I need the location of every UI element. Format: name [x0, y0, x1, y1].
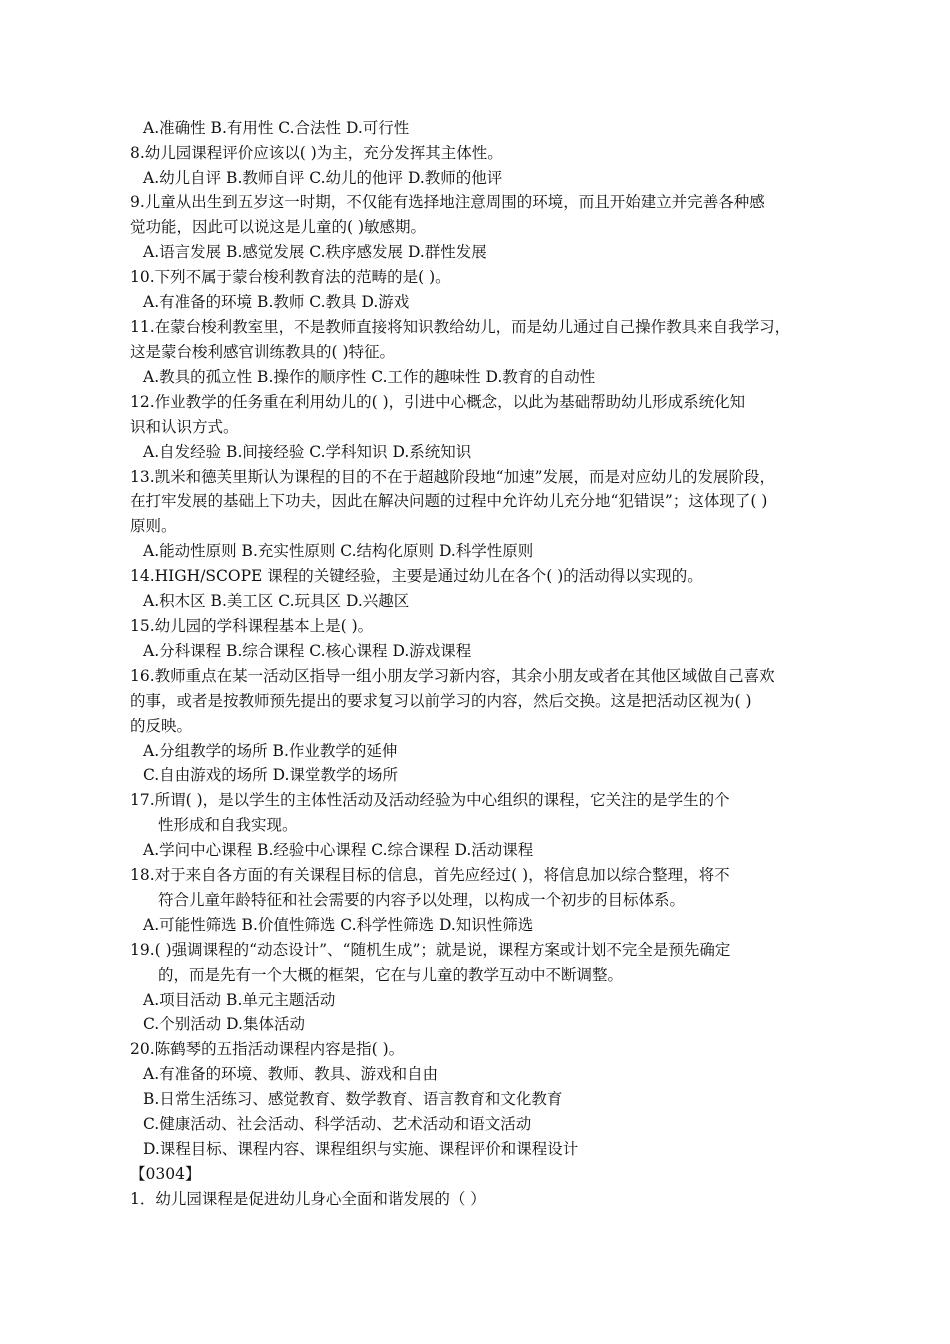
question-8: 8.幼儿园课程评价应该以( )为主，充分发挥其主体性。	[130, 144, 503, 162]
question-9: 9.儿童从出生到五岁这一时期，不仅能有选择地注意周围的环境，而且开始建立并完善各种感	[130, 193, 765, 211]
section-header: 【0304】	[130, 1165, 201, 1183]
text-line: C.自由游戏的场所 D.课堂教学的场所	[143, 766, 398, 784]
text-line: C.个别活动 D.集体活动	[143, 1015, 305, 1033]
text-line: 性形成和自我实现。	[158, 816, 298, 834]
text-line: A.有准备的环境 B.教师 C.教具 D.游戏	[143, 293, 410, 311]
question-1: 1．幼儿园课程是促进幼儿身心全面和谐发展的（ ）	[130, 1190, 486, 1208]
text-line: A.幼儿自评 B.教师自评 C.幼儿的他评 D.教师的他评	[143, 169, 503, 187]
text-line: A.分科课程 B.综合课程 C.核心课程 D.游戏课程	[143, 642, 472, 660]
question-11: 11.在蒙台梭利教室里，不是教师直接将知识教给幼儿，而是幼儿通过自己操作教具来自我学习，	[130, 318, 791, 336]
text-line: A.学问中心课程 B.经验中心课程 C.综合课程 D.活动课程	[143, 841, 534, 859]
text-line: A.有准备的环境、教师、教具、游戏和自由	[143, 1065, 439, 1083]
question-15: 15.幼儿园的学科课程基本上是( )。	[130, 617, 374, 635]
question-14: 14.HIGH/SCOPE 课程的关键经验，主要是通过幼儿在各个( )的活动得以实现的。	[130, 567, 703, 585]
text-line: 符合儿童年龄特征和社会需要的内容予以处理，以构成一个初步的目标体系。	[158, 891, 686, 909]
question-19: 19.( )强调课程的“动态设计”、“随机生成”；就是说，课程方案或计划不完全是预先确定	[130, 941, 731, 959]
question-13: 13.凯米和德芙里斯认为课程的目的不在于超越阶段地“加速”发展，而是对应幼儿的发展阶段，	[130, 468, 776, 486]
text-line: 这是蒙台梭利感官训练教具的( )特征。	[130, 343, 396, 361]
text-line: 在打牢发展的基础上下功夫，因此在解决问题的过程中允许幼儿充分地“犯错误”；这体现了( )	[130, 492, 768, 510]
text-line: A.积木区 B.美工区 C.玩具区 D.兴趣区	[143, 592, 410, 610]
text-line: A.可能性筛选 B.价值性筛选 C.科学性筛选 D.知识性筛选	[143, 916, 534, 934]
text-line: D.课程目标、课程内容、课程组织与实施、课程评价和课程设计	[143, 1140, 579, 1158]
question-10: 10.下列不属于蒙台梭利教育法的范畴的是( )。	[130, 268, 451, 286]
question-17: 17.所谓( )，是以学生的主体性活动及活动经验为中心组织的课程，它关注的是学生的个	[130, 791, 730, 809]
text-line: B.日常生活练习、感觉教育、数学教育、语言教育和文化教育	[143, 1090, 563, 1108]
text-line: 觉功能，因此可以说这是儿童的( )敏感期。	[130, 218, 427, 236]
text-line: 的，而是先有一个大概的框架，它在与儿童的教学互动中不断调整。	[158, 966, 624, 984]
text-line: A.准确性 B.有用性 C.合法性 D.可行性	[143, 119, 410, 137]
text-line: 的事，或者是按教师预先提出的要求复习以前学习的内容，然后交换。这是把活动区视为( )	[130, 692, 752, 710]
text-line: 识和认识方式。	[130, 418, 239, 436]
text-line: A.教具的孤立性 B.操作的顺序性 C.工作的趣味性 D.教育的自动性	[143, 368, 596, 386]
text-line: A.自发经验 B.间接经验 C.学科知识 D.系统知识	[143, 443, 472, 461]
text-line: A.分组教学的场所 B.作业教学的延伸	[143, 742, 398, 760]
question-18: 18.对于来自各方面的有关课程目标的信息，首先应经过( )，将信息加以综合整理，将不	[130, 866, 730, 884]
text-line: 的反映。	[130, 717, 193, 735]
text-line: A.项目活动 B.单元主题活动	[143, 991, 336, 1009]
text-line: A.能动性原则 B.充实性原则 C.结构化原则 D.科学性原则	[143, 542, 534, 560]
text-line: 原则。	[130, 517, 177, 535]
text-line: A.语言发展 B.感觉发展 C.秩序感发展 D.群性发展	[143, 243, 487, 261]
text-line: C.健康活动、社会活动、科学活动、艺术活动和语文活动	[143, 1115, 532, 1133]
question-20: 20.陈鹤琴的五指活动课程内容是指( )。	[130, 1040, 405, 1058]
question-16: 16.教师重点在某一活动区指导一组小朋友学习新内容，其余小朋友或者在其他区域做自己喜欢	[130, 667, 775, 685]
question-12: 12.作业教学的任务重在利用幼儿的( )，引进中心概念，以此为基础帮助幼儿形成系统化知	[130, 393, 746, 411]
